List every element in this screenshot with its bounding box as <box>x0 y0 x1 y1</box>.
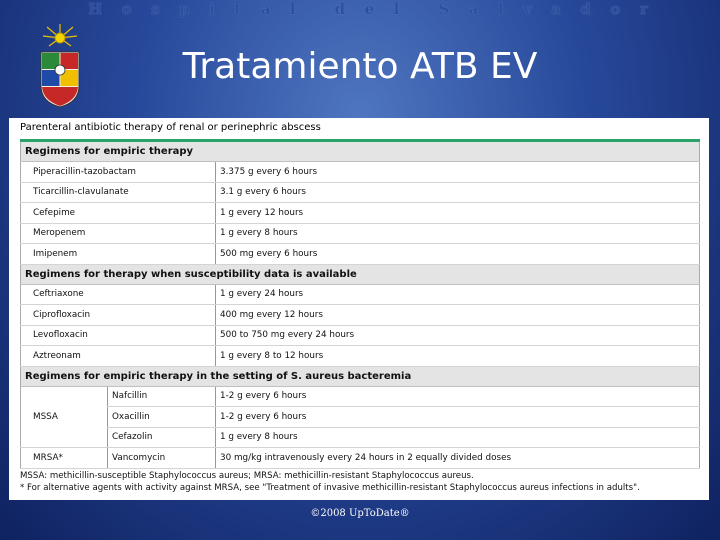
section-heading: Regimens for empiric therapy in the setting of S. aureus bacteremia <box>21 366 700 386</box>
hospital-letter: l <box>393 0 400 18</box>
table-row <box>21 162 700 183</box>
dose-cell: 500 to 750 mg every 24 hours <box>216 325 700 346</box>
hospital-letter: a <box>260 0 271 18</box>
drug-cell: Meropenem <box>21 223 216 244</box>
table-row <box>21 346 700 367</box>
table-row <box>21 407 700 428</box>
antibiotic-table <box>20 139 700 469</box>
table-row <box>21 244 700 265</box>
table-row <box>21 448 700 469</box>
table-caption: Parenteral antibiotic therapy of renal or perinephric abscess <box>20 122 321 133</box>
dose-cell: 1 g every 8 hours <box>216 223 700 244</box>
hospital-letter: d <box>580 0 591 18</box>
dose-cell: 1-2 g every 6 hours <box>216 386 700 407</box>
dose-cell: 1 g every 8 to 12 hours <box>216 346 700 367</box>
section-header-aureus <box>21 366 700 386</box>
hospital-letter: S <box>438 0 450 18</box>
hospital-name <box>88 0 648 20</box>
drug-cell: Levofloxacin <box>21 325 216 346</box>
table-row <box>21 223 700 244</box>
hospital-letter: o <box>121 0 132 18</box>
drug-cell: Imipenem <box>21 244 216 265</box>
dose-cell: 1 g every 8 hours <box>216 427 700 448</box>
hospital-letter: s <box>151 0 160 18</box>
table-row <box>21 203 700 224</box>
hospital-letter: i <box>209 0 215 18</box>
dose-cell: 1-2 g every 6 hours <box>216 407 700 428</box>
section-header-empiric <box>21 141 700 162</box>
hospital-letter: p <box>179 0 190 18</box>
hospital-letter: o <box>610 0 621 18</box>
hospital-letter: e <box>364 0 375 18</box>
hospital-letter: a <box>551 0 561 18</box>
dose-cell: 500 mg every 6 hours <box>216 244 700 265</box>
table-row <box>21 427 700 448</box>
hospital-letter: r <box>639 0 648 18</box>
hospital-letter: t <box>234 0 242 18</box>
drug-cell: Vancomycin <box>108 448 216 469</box>
hospital-letter: l <box>289 0 296 18</box>
drug-cell: Cefepime <box>21 203 216 224</box>
table-row <box>21 305 700 326</box>
drug-cell: Ciprofloxacin <box>21 305 216 326</box>
drug-cell: Aztreonam <box>21 346 216 367</box>
dose-cell: 3.1 g every 6 hours <box>216 182 700 203</box>
table-panel <box>9 118 709 500</box>
hospital-letter: v <box>523 0 532 18</box>
drug-cell: Oxacillin <box>108 407 216 428</box>
table-row <box>21 182 700 203</box>
drug-cell: Cefazolin <box>108 427 216 448</box>
hospital-letter: a <box>468 0 479 18</box>
slide-title: Tratamiento ATB EV <box>182 46 538 87</box>
group-label-mrsa: MRSA* <box>21 448 108 469</box>
footnote-abbreviations: MSSA: methicillin-susceptible Staphylococcus aureus; MRSA: methicillin-resistant Staphylococcus aureus. <box>20 471 474 481</box>
dose-cell: 1 g every 24 hours <box>216 284 700 305</box>
section-heading: Regimens for empiric therapy <box>21 141 700 162</box>
group-label-mssa: MSSA <box>21 386 108 448</box>
hospital-letter: d <box>334 0 346 18</box>
table-row <box>21 284 700 305</box>
section-header-susceptibility <box>21 264 700 284</box>
university-crest-icon <box>37 22 83 108</box>
dose-cell: 3.375 g every 6 hours <box>216 162 700 183</box>
dose-cell: 1 g every 12 hours <box>216 203 700 224</box>
hospital-letter: H <box>88 0 103 18</box>
copyright: ©2008 UpToDate® <box>310 508 410 519</box>
drug-cell: Ticarcillin-clavulanate <box>21 182 216 203</box>
hospital-letter: l <box>497 0 504 18</box>
drug-cell: Nafcillin <box>108 386 216 407</box>
drug-cell: Piperacillin-tazobactam <box>21 162 216 183</box>
drug-cell: Ceftriaxone <box>21 284 216 305</box>
section-heading: Regimens for therapy when susceptibility data is available <box>21 264 700 284</box>
dose-cell: 30 mg/kg intravenously every 24 hours in 2 equally divided doses <box>216 448 700 469</box>
dose-cell: 400 mg every 12 hours <box>216 305 700 326</box>
table-row <box>21 325 700 346</box>
footnote-mrsa: * For alternative agents with activity against MRSA, see "Treatment of invasive methicillin-resistant Staphylococcus aureus infections in adults". <box>20 483 640 493</box>
table-row <box>21 386 700 407</box>
